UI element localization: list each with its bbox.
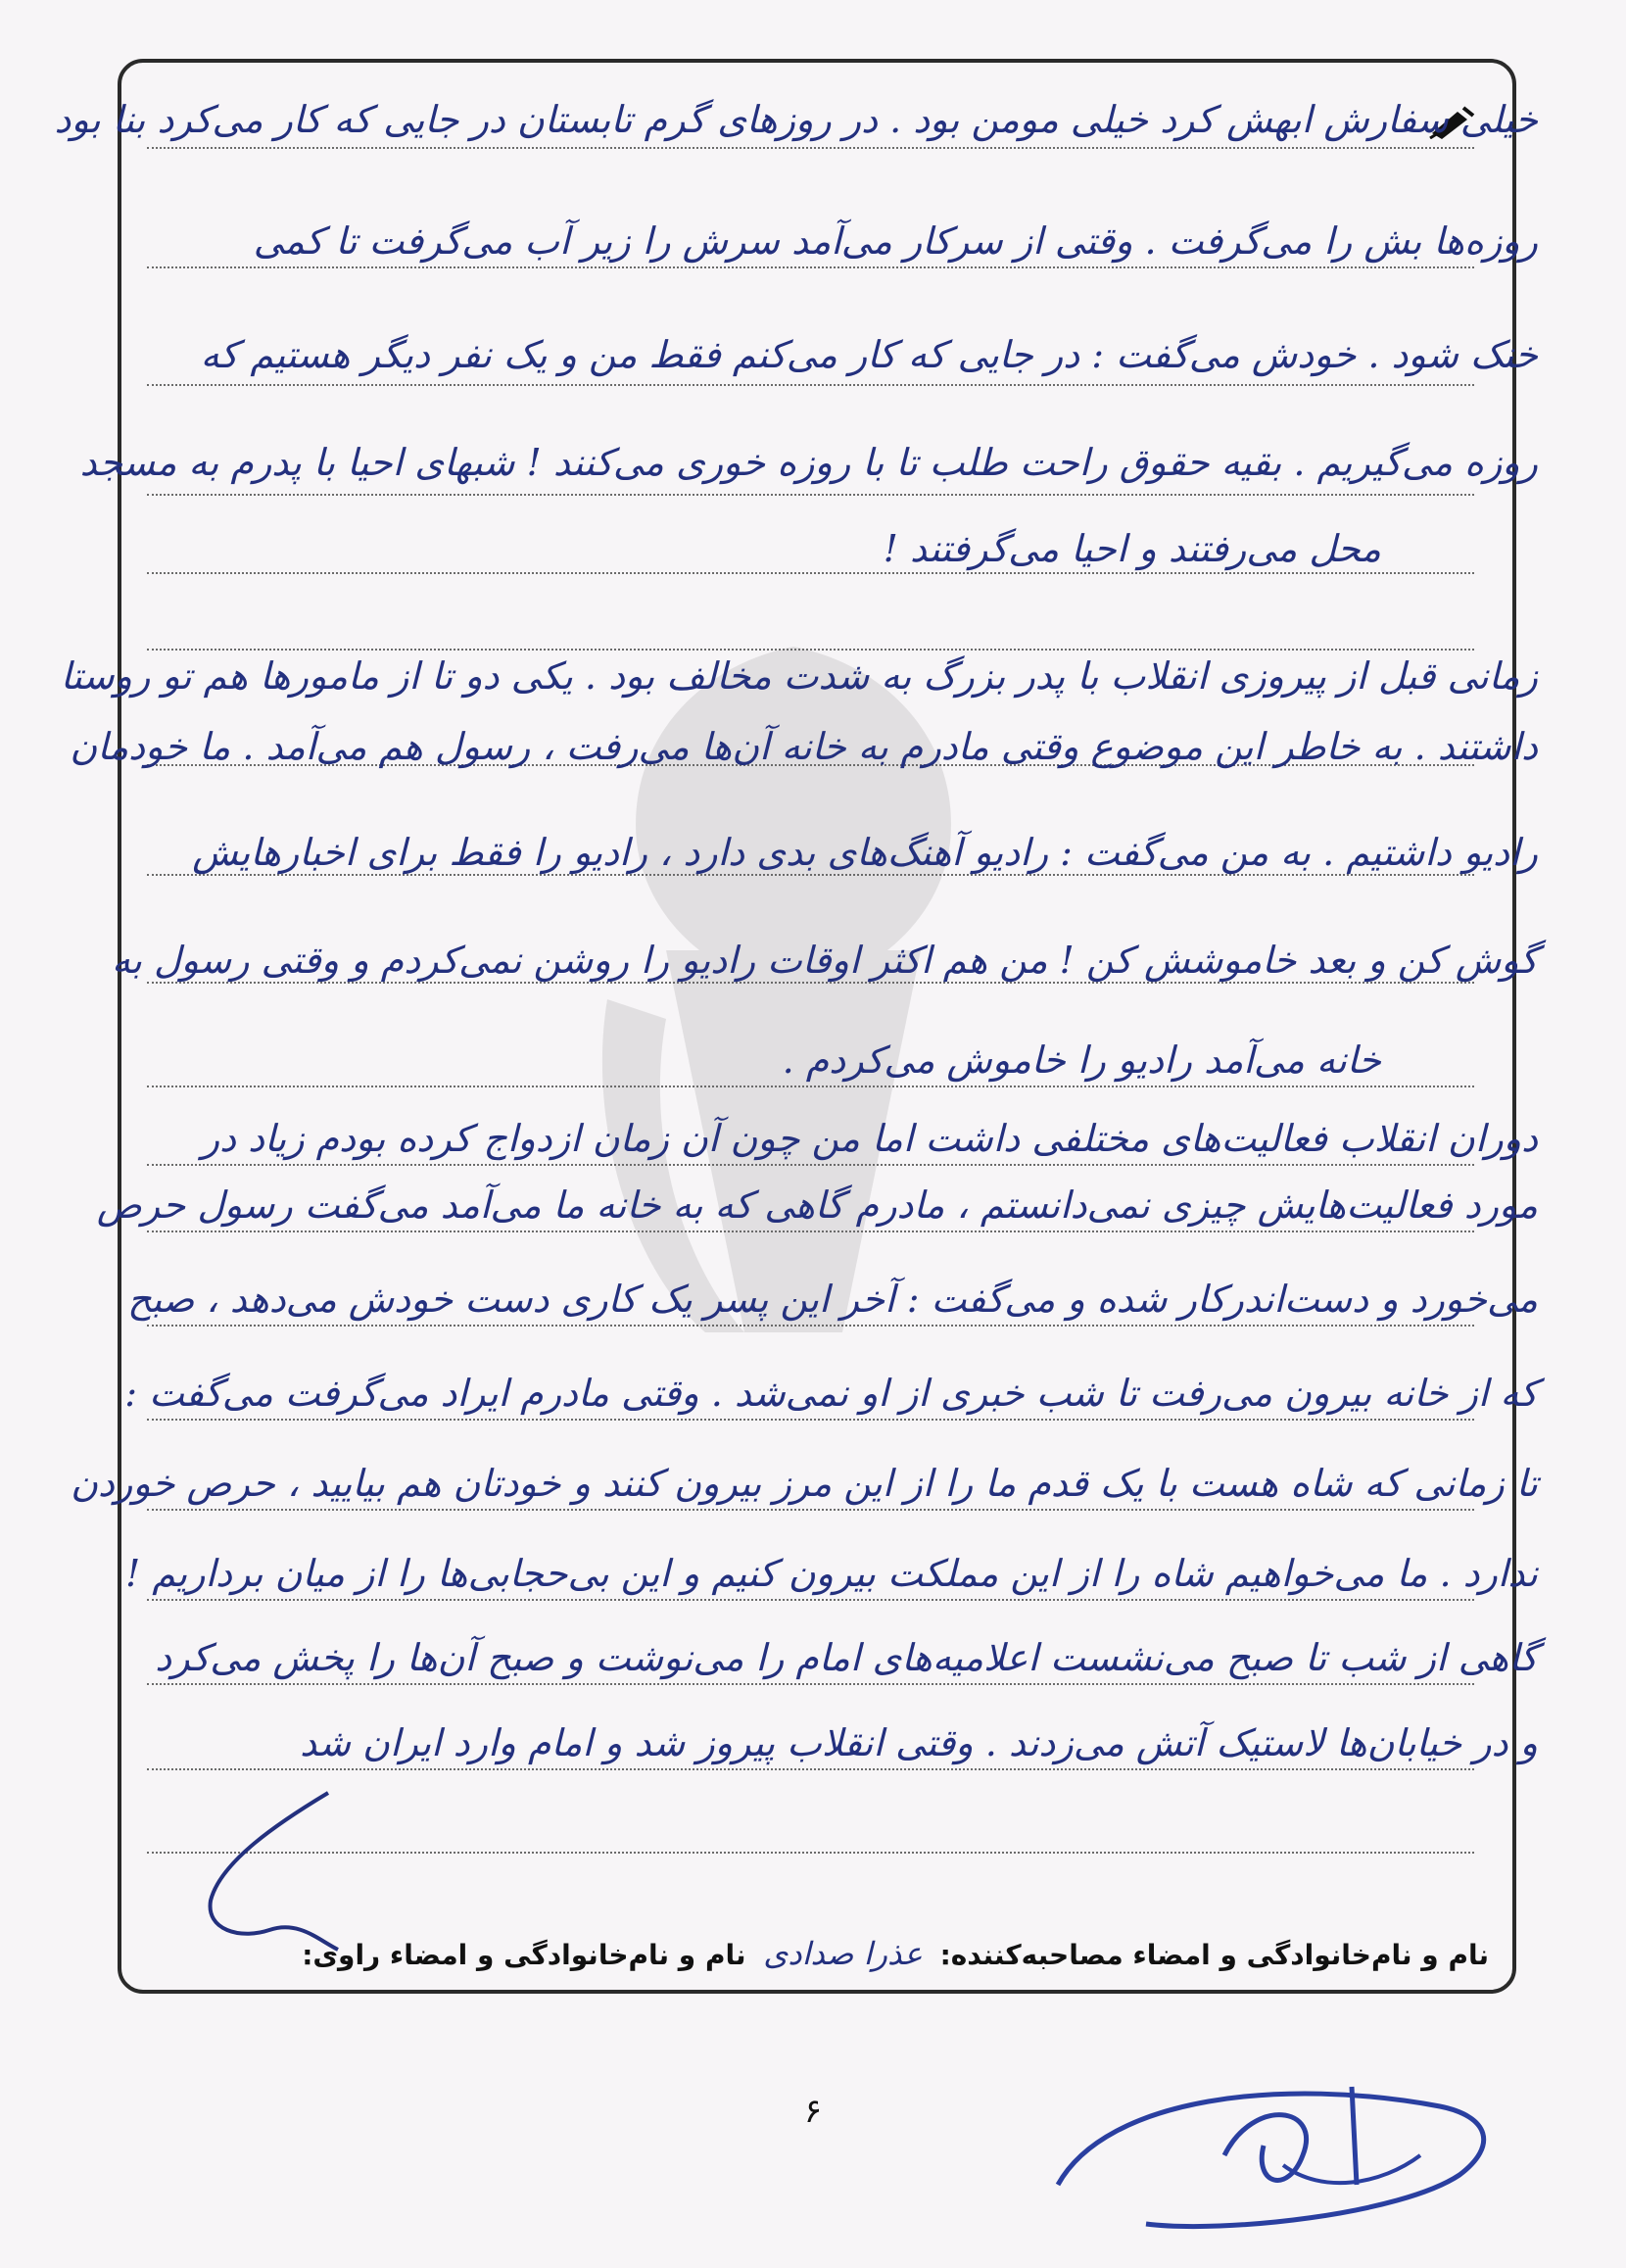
signature-footer	[147, 1935, 1489, 1974]
handwritten-line: دوران انقلاب فعالیت‌های مختلفی داشت اما من چون آن زمان ازدواج کرده بودم زیاد در	[201, 1117, 1538, 1160]
narrator-label: نام و نام‌خانوادگی و امضاء راوی:	[302, 1939, 746, 1971]
handwritten-line: می‌خورد و دست‌اندرکار شده و می‌گفت : آخر این پسر یک کاری دست خودش می‌دهد ، صبح	[127, 1278, 1538, 1321]
handwritten-line: خیلی سفارش ابهش کرد خیلی مومن بود . در روزهای گرم تابستان در جایی که کار می‌کرد بنا بود	[54, 98, 1538, 141]
rule-line	[147, 494, 1474, 496]
rule-line	[147, 147, 1474, 149]
handwritten-line: و در خیابان‌ها لاستیک آتش می‌زدند . وقتی انقلاب پیروز شد و امام وارد ایران شد	[300, 1721, 1538, 1764]
handwritten-line: روزه‌ها بش را می‌گرفت . وقتی از سرکار می‌آمد سرش را زیر آب می‌گرفت تا کمی	[253, 219, 1538, 263]
handwritten-scribble	[181, 1783, 348, 1959]
rule-line	[147, 1231, 1474, 1232]
rule-line	[147, 1768, 1474, 1770]
rule-line	[147, 649, 1474, 651]
rule-line	[147, 1164, 1474, 1166]
handwritten-line: گاهی از شب تا صبح می‌نشست اعلامیه‌های امام را می‌نوشت و صبح آن‌ها را پخش می‌کرد	[155, 1636, 1538, 1679]
handwritten-line: زمانی قبل از پیروزی انقلاب با پدر بزرگ به شدت مخالف بود . یکی دو تا از مامورها هم تو روستا	[60, 654, 1538, 698]
rule-line	[147, 1683, 1474, 1685]
handwritten-signature	[1028, 2038, 1518, 2253]
handwritten-line: رادیو داشتیم . به من می‌گفت : رادیو آهنگ‌های بدی دارد ، رادیو را فقط برای اخبارهایش	[192, 831, 1538, 874]
handwritten-line: محل می‌رفتند و احیا می‌گرفتند !	[883, 527, 1381, 570]
handwritten-line: تا زمانی که شاه هست با یک قدم ما را از این مرز بیرون کنند و خودتان هم بیایید ، حرص خوردن	[71, 1462, 1538, 1505]
interviewer-name: عذرا صدادی	[763, 1935, 923, 1972]
handwritten-line: داشتند . به خاطر این موضوع وقتی مادرم به خانه آن‌ها می‌رفت ، رسول هم می‌آمد . ما خودمان	[70, 725, 1538, 768]
handwritten-line: خانه می‌آمد رادیو را خاموش می‌کردم .	[782, 1038, 1381, 1082]
interviewer-label: نام و نام‌خانوادگی و امضاء مصاحبه‌کننده:	[939, 1939, 1489, 1971]
rule-line	[147, 384, 1474, 386]
rule-line	[147, 1599, 1474, 1601]
rule-line	[147, 982, 1474, 984]
rule-line	[147, 572, 1474, 574]
handwritten-line: گوش کن و بعد خاموشش کن ! من هم اکثر اوقات رادیو را روشن نمی‌کردم و وقتی رسول به	[111, 939, 1538, 982]
rule-line	[147, 266, 1474, 268]
rule-line	[147, 1509, 1474, 1511]
handwritten-line: مورد فعالیت‌هایش چیزی نمی‌دانستم ، مادرم گاهی که به خانه ما می‌آمد می‌گفت رسول حرص	[96, 1183, 1538, 1227]
rule-line	[147, 874, 1474, 876]
handwritten-line: که از خانه بیرون می‌رفت تا شب خبری از او نمی‌شد . وقتی مادرم ایراد می‌گرفت می‌گفت :	[124, 1372, 1538, 1415]
handwritten-line: روزه می‌گیریم . بقیه حقوق راحت طلب تا با روزه خوری می‌کنند ! شبهای احیا با پدرم به مسجد	[79, 441, 1538, 484]
handwritten-line: خنک شود . خودش می‌گفت : در جایی که کار می‌کنم فقط من و یک نفر دیگر هستیم که	[200, 333, 1538, 376]
rule-line	[147, 1325, 1474, 1327]
page-number: ۶	[803, 2092, 823, 2131]
rule-line	[147, 1086, 1474, 1087]
handwritten-line: ندارد . ما می‌خواهیم شاه را از این مملکت بیرون کنیم و این بی‌حجابی‌ها را از میان برداریم !	[124, 1552, 1538, 1595]
rule-line	[147, 1419, 1474, 1421]
